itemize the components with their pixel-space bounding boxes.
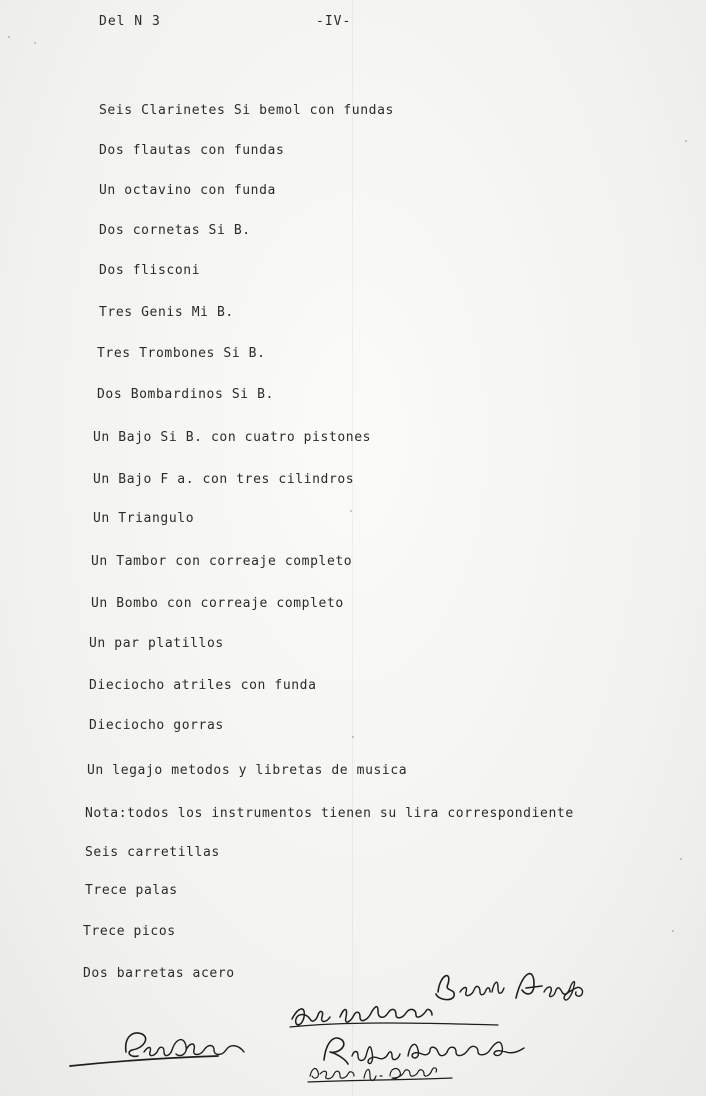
list-item: Seis Clarinetes Si bemol con fundas bbox=[99, 103, 394, 118]
page-fold-line bbox=[352, 0, 353, 1096]
paper-speck bbox=[350, 510, 352, 512]
paper-speck bbox=[34, 42, 36, 44]
list-item: Un Bombo con correaje completo bbox=[91, 596, 344, 611]
list-item: Un Tambor con correaje completo bbox=[91, 554, 353, 569]
list-item: Un Triangulo bbox=[93, 511, 195, 526]
list-item: Un Bajo F a. con tres cilindros bbox=[93, 472, 355, 487]
list-item: Dieciocho gorras bbox=[89, 718, 224, 733]
list-item: Trece picos bbox=[83, 924, 176, 939]
list-item: Trece palas bbox=[85, 883, 178, 898]
paper-speck bbox=[8, 36, 10, 38]
paper-speck bbox=[352, 736, 354, 738]
page-number: -IV- bbox=[316, 14, 352, 29]
list-item: Dieciocho atriles con funda bbox=[89, 678, 317, 693]
paper-speck bbox=[685, 140, 687, 142]
signature-5 bbox=[306, 1060, 456, 1086]
paper-speck bbox=[672, 930, 674, 932]
paper-speck bbox=[680, 858, 682, 860]
list-item: Un legajo metodos y libretas de musica bbox=[87, 763, 408, 778]
list-item: Dos cornetas Si B. bbox=[99, 223, 251, 238]
list-item: Un par platillos bbox=[89, 636, 224, 651]
list-item: Un octavino con funda bbox=[99, 183, 276, 198]
list-item: Dos Bombardinos Si B. bbox=[97, 387, 274, 402]
list-item: Dos flautas con fundas bbox=[99, 143, 285, 158]
list-item: Dos flisconi bbox=[99, 263, 201, 278]
document-reference: Del N 3 bbox=[99, 14, 161, 29]
list-item note: Nota:todos los instrumentos tienen su lira correspondiente bbox=[85, 806, 574, 821]
list-item: Dos barretas acero bbox=[83, 966, 235, 981]
signature-4 bbox=[318, 1030, 578, 1070]
list-item: Un Bajo Si B. con cuatro pistones bbox=[93, 430, 372, 445]
list-item: Seis carretillas bbox=[85, 845, 220, 860]
list-item: Tres Trombones Si B. bbox=[97, 346, 266, 361]
list-item: Tres Genis Mi B. bbox=[99, 305, 234, 320]
signature-3 bbox=[68, 1022, 268, 1072]
signature-1 bbox=[430, 962, 620, 1012]
signature-2 bbox=[288, 995, 518, 1035]
